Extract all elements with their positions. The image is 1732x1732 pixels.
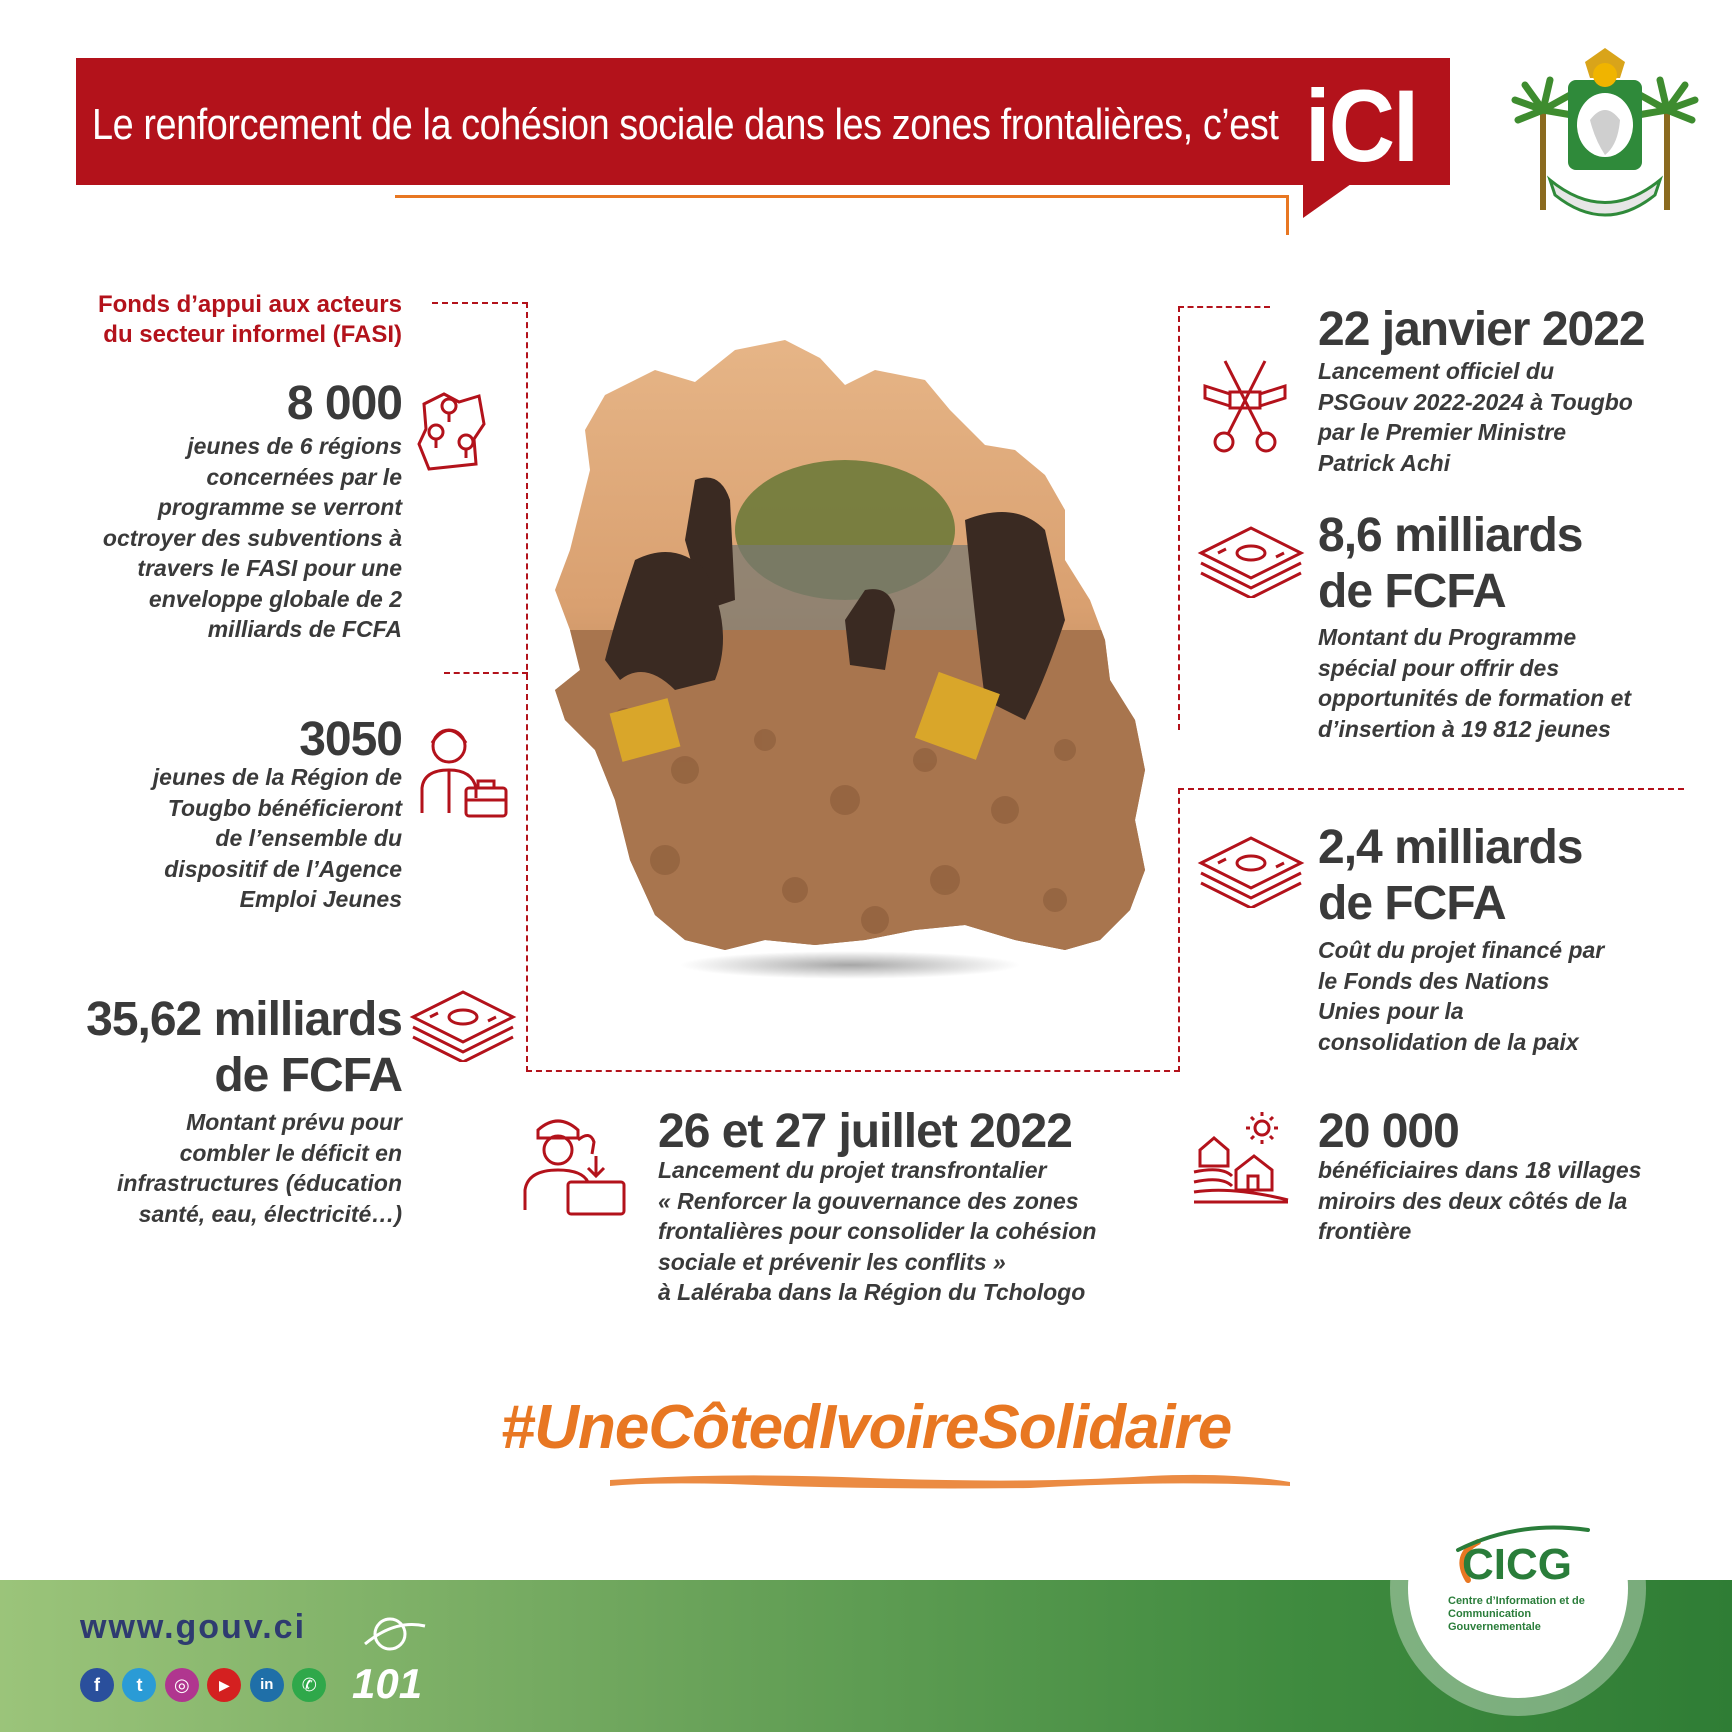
desc-line: à Laléraba dans la Région du Tchologo: [658, 1279, 1086, 1305]
ribbon-cutting-icon: [1200, 356, 1290, 456]
hotline-number: 101: [352, 1660, 423, 1707]
desc-line: Lancement du projet transfrontalier: [658, 1157, 1047, 1183]
desc-line: frontière: [1318, 1218, 1412, 1244]
header-underline: [395, 195, 1287, 198]
desc-3050: [40, 762, 402, 915]
desc-line: sociale et prévenir les conflits »: [658, 1248, 1006, 1275]
desc-line: programme se verront: [157, 494, 402, 520]
phone-globe-icon: [360, 1614, 430, 1659]
desc-line: infrastructures (éducation: [117, 1170, 402, 1196]
desc-line: bénéficiaires dans 18 villages: [1318, 1157, 1642, 1183]
desc-line: Montant prévu pour: [186, 1109, 402, 1135]
figure-line: de FCFA: [1318, 877, 1506, 930]
figure-3050: 3050: [299, 713, 402, 766]
whatsapp-icon[interactable]: ✆: [292, 1668, 326, 1702]
header-banner-tail: [1303, 184, 1351, 218]
figure-line: de FCFA: [214, 1049, 402, 1102]
cicg-wordmark: CICG: [1462, 1540, 1572, 1589]
figure-line: de FCFA: [1318, 565, 1506, 618]
desc-line: le Fonds des Nations: [1318, 967, 1550, 994]
figure-juillet: 26 et 27 juillet 2022: [658, 1105, 1072, 1158]
desc-2-4: [1318, 935, 1718, 1057]
connector-right-top: [1178, 306, 1180, 730]
header-title: Le renforcement de la cohésion sociale dans les zones frontalières, c’est: [92, 100, 1279, 149]
money-stack-icon: [1196, 518, 1306, 598]
linkedin-icon[interactable]: in: [250, 1668, 284, 1702]
figure-line: 2,4 milliards: [1318, 821, 1583, 874]
desc-line: par le Premier Ministre: [1318, 419, 1566, 445]
figure-line: 8,6 milliards: [1318, 509, 1583, 562]
header-underline-tick: [1286, 195, 1289, 235]
desc-line: combler le déficit en: [179, 1139, 402, 1166]
figure-35-62: [40, 992, 402, 1104]
desc-20000: [1318, 1155, 1718, 1247]
figure-2-4: [1318, 820, 1718, 932]
desc-22-janvier: [1318, 356, 1718, 478]
desc-35-62: [40, 1107, 402, 1229]
desc-line: octroyer des subventions à: [102, 524, 402, 551]
connector-fasi: [432, 302, 528, 304]
desc-line: milliards de FCFA: [207, 616, 402, 642]
desc-line: jeunes de la Région de: [152, 764, 402, 790]
desc-line: miroirs des deux côtés de la: [1318, 1187, 1628, 1214]
desc-line: Montant du Programme: [1318, 624, 1577, 650]
desc-line: Patrick Achi: [1318, 449, 1451, 476]
connector-bottom: [526, 1070, 1180, 1072]
desc-line: frontalières pour consolider la cohésion: [658, 1218, 1097, 1244]
social-links: [80, 1668, 330, 1702]
job-seeker-icon: [414, 718, 514, 818]
connector-right-bottom: [1178, 788, 1180, 1072]
connector-22jan: [1178, 306, 1270, 308]
desc-line: dispositif de l’Agence: [164, 855, 402, 882]
money-stack-icon: [1196, 828, 1306, 908]
desc-8-6: [1318, 622, 1718, 744]
desc-line: spécial pour offrir des: [1318, 654, 1560, 681]
hashtag-underline: [610, 1470, 1290, 1490]
desc-line: enveloppe globale de 2: [148, 585, 402, 612]
desc-line: concernées par le: [206, 463, 402, 490]
money-stack-icon: [408, 982, 518, 1062]
desc-line: Tougbo bénéficieront: [167, 794, 402, 821]
header-highlight: iCI: [1305, 69, 1417, 183]
desc-line: « Renforcer la gouvernance des zones: [658, 1187, 1079, 1214]
youtube-icon[interactable]: ▶: [207, 1668, 241, 1702]
figure-line: 35,62 milliards: [86, 993, 402, 1046]
desc-8000: [40, 431, 402, 645]
map-photo: [545, 300, 1145, 980]
cicg-subtitle: Centre d’Information et de Communication Gouvernementale: [1448, 1595, 1585, 1633]
desc-line: jeunes de 6 régions: [187, 433, 402, 459]
desc-line: Lancement officiel du: [1318, 358, 1555, 384]
website-link[interactable]: www.gouv.ci: [80, 1608, 307, 1646]
desc-juillet: [658, 1155, 1178, 1308]
map-pin-icon: [414, 384, 494, 474]
facebook-icon[interactable]: f: [80, 1668, 114, 1702]
twitter-icon[interactable]: t: [122, 1668, 156, 1702]
connector-3050: [444, 672, 528, 674]
connector-left-vertical: [526, 302, 528, 1072]
desc-line: Unies pour la: [1318, 998, 1464, 1024]
figure-20000: 20 000: [1318, 1105, 1459, 1158]
figure-8000: 8 000: [286, 377, 402, 430]
desc-line: travers le FASI pour une: [137, 555, 402, 581]
fasi-title-line: du secteur informel (FASI): [103, 321, 402, 348]
desc-line: Emploi Jeunes: [239, 886, 402, 912]
figure-22-janvier: 22 janvier 2022: [1318, 303, 1645, 356]
desc-line: PSGouv 2022-2024 à Tougbo: [1318, 388, 1633, 415]
desc-line: santé, eau, électricité…): [138, 1200, 402, 1227]
border-officer-icon: [520, 1110, 630, 1220]
desc-line: d’insertion à 19 812 jeunes: [1318, 715, 1611, 742]
coat-of-arms-emblem: [1510, 40, 1700, 230]
village-icon: [1192, 1110, 1292, 1205]
desc-line: opportunités de formation et: [1318, 685, 1632, 711]
fasi-title-line: Fonds d’appui aux acteurs: [97, 291, 402, 318]
instagram-icon[interactable]: ◎: [165, 1668, 199, 1702]
desc-line: consolidation de la paix: [1318, 1028, 1579, 1055]
desc-line: Coût du projet financé par: [1318, 937, 1605, 963]
hashtag: #UneCôtedIvoireSolidaire: [500, 1393, 1232, 1462]
figure-8-6: [1318, 508, 1718, 620]
fasi-title: [60, 290, 402, 350]
connector-2-4: [1178, 788, 1684, 790]
desc-line: de l’ensemble du: [215, 825, 402, 851]
